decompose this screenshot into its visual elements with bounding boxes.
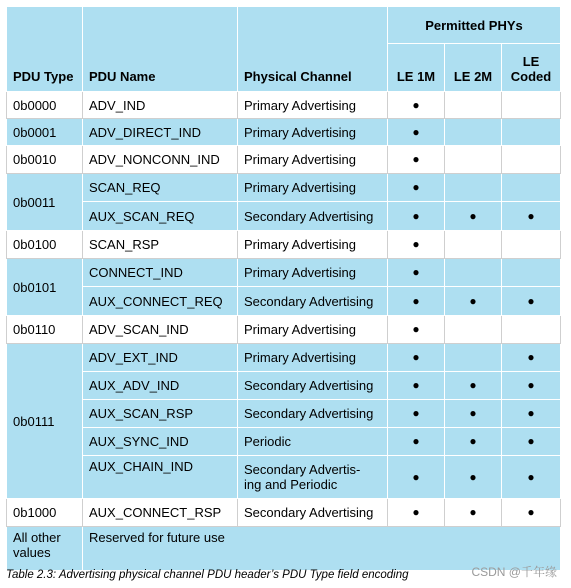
bullet-icon: ● <box>469 208 477 223</box>
pdu-name-cell: AUX_CONNECT_RSP <box>83 499 238 527</box>
le-1m-cell <box>388 428 445 456</box>
other-type-line2: values <box>13 545 51 560</box>
pdu-type-cell: 0b0001 <box>7 119 83 146</box>
le-coded-cell <box>502 456 561 499</box>
le-2m-cell <box>445 316 502 344</box>
le-2m-cell <box>445 428 502 456</box>
bullet-icon: ● <box>527 406 535 420</box>
physical-channel-cell: Secondary Advertising <box>238 202 388 231</box>
header-permitted-phys: Permitted PHYs <box>388 7 561 44</box>
bullet-icon: ● <box>469 378 477 392</box>
le-coded-cell <box>502 231 561 259</box>
bullet-icon: ● <box>527 505 535 519</box>
le-coded-cell <box>502 259 561 287</box>
table-row <box>7 231 561 259</box>
le-coded-cell <box>502 92 561 119</box>
pdu-type-cell: 0b0110 <box>7 316 83 344</box>
header-pdu-name: PDU Name <box>83 7 238 92</box>
le-2m-cell <box>445 287 502 316</box>
table-row <box>7 146 561 174</box>
pdu-name-cell: ADV_SCAN_IND <box>83 316 238 344</box>
table-row <box>7 174 561 202</box>
table-row <box>7 259 561 287</box>
watermark: CSDN @千年缘 <box>471 565 557 579</box>
le-coded-cell <box>502 287 561 316</box>
bullet-icon: ● <box>412 208 420 223</box>
bullet-icon: ● <box>469 434 477 448</box>
le-2m-cell <box>445 499 502 527</box>
reserved-cell: Reserved for future use <box>83 527 561 571</box>
physical-channel-cell: Primary Advertising <box>238 146 388 174</box>
le-2m-cell <box>445 92 502 119</box>
pdu-type-cell: 0b0100 <box>7 231 83 259</box>
pdu-type-cell: 0b0101 <box>7 259 83 316</box>
header-le-coded-line2: Coded <box>510 69 552 84</box>
le-coded-cell <box>502 174 561 202</box>
physical-channel-cell: Primary Advertising <box>238 92 388 119</box>
header-physical-channel: Physical Channel <box>238 7 388 92</box>
table-row <box>7 92 561 119</box>
table-row <box>7 400 561 428</box>
le-1m-cell <box>388 456 445 499</box>
other-type-line1: All other <box>13 530 61 545</box>
pdu-type-cell: 0b0111 <box>7 344 83 499</box>
le-coded-cell <box>502 316 561 344</box>
pdu-type-cell <box>7 527 83 571</box>
bullet-icon: ● <box>469 505 477 519</box>
table-row <box>7 344 561 372</box>
table-row <box>7 499 561 527</box>
physical-channel-cell: Secondary Advertising <box>238 372 388 400</box>
le-1m-cell <box>388 344 445 372</box>
le-coded-cell <box>502 119 561 146</box>
table-row <box>7 456 561 499</box>
le-1m-cell <box>388 499 445 527</box>
bullet-icon: ● <box>412 322 420 336</box>
le-2m-cell <box>445 174 502 202</box>
le-2m-cell <box>445 372 502 400</box>
le-2m-cell <box>445 400 502 428</box>
physical-channel-cell: Primary Advertising <box>238 174 388 202</box>
physical-channel-cell: Primary Advertising <box>238 259 388 287</box>
bullet-icon: ● <box>469 293 477 308</box>
le-2m-cell <box>445 344 502 372</box>
le-1m-cell <box>388 316 445 344</box>
le-1m-cell <box>388 174 445 202</box>
bullet-icon: ● <box>412 180 420 194</box>
le-coded-cell <box>502 344 561 372</box>
pdu-name-cell: AUX_CONNECT_REQ <box>83 287 238 316</box>
physical-channel-line2: ing and Periodic <box>244 477 338 492</box>
pdu-type-cell: 0b0000 <box>7 92 83 119</box>
table-row <box>7 372 561 400</box>
pdu-name-cell: SCAN_REQ <box>83 174 238 202</box>
header-le-coded-line1: LE <box>522 54 540 69</box>
bullet-icon: ● <box>412 350 420 364</box>
le-coded-cell <box>502 400 561 428</box>
bullet-icon: ● <box>469 406 477 420</box>
physical-channel-cell: Primary Advertising <box>238 344 388 372</box>
bullet-icon: ● <box>412 152 420 166</box>
bullet-icon: ● <box>412 265 420 279</box>
bullet-icon: ● <box>469 469 477 484</box>
table-row <box>7 287 561 316</box>
table-caption: Table 2.3: Advertising physical channel PDU header’s PDU Type field encoding <box>6 569 409 581</box>
physical-channel-cell: Periodic <box>238 428 388 456</box>
physical-channel-cell: Primary Advertising <box>238 316 388 344</box>
pdu-name-cell: AUX_ADV_IND <box>83 372 238 400</box>
bullet-icon: ● <box>527 293 535 308</box>
bullet-icon: ● <box>412 406 420 420</box>
bullet-icon: ● <box>412 378 420 392</box>
le-2m-cell <box>445 146 502 174</box>
bullet-icon: ● <box>412 469 420 484</box>
le-1m-cell <box>388 146 445 174</box>
pdu-type-cell: 0b1000 <box>7 499 83 527</box>
le-2m-cell <box>445 231 502 259</box>
le-1m-cell <box>388 400 445 428</box>
table-row <box>7 316 561 344</box>
pdu-name-cell: SCAN_RSP <box>83 231 238 259</box>
le-1m-cell <box>388 372 445 400</box>
le-coded-cell <box>502 428 561 456</box>
pdu-name-cell: CONNECT_IND <box>83 259 238 287</box>
le-coded-cell <box>502 499 561 527</box>
bullet-icon: ● <box>412 124 420 139</box>
le-1m-cell <box>388 92 445 119</box>
bullet-icon: ● <box>527 469 535 484</box>
le-1m-cell <box>388 287 445 316</box>
physical-channel-cell: Secondary Advertising <box>238 400 388 428</box>
physical-channel-cell: Secondary Advertising <box>238 499 388 527</box>
pdu-name-cell: AUX_SYNC_IND <box>83 428 238 456</box>
physical-channel-cell: Primary Advertising <box>238 231 388 259</box>
header-le-2m: LE 2M <box>445 44 502 92</box>
bullet-icon: ● <box>412 293 420 308</box>
table-row <box>7 119 561 146</box>
table-row <box>7 428 561 456</box>
pdu-type-table <box>6 6 561 571</box>
le-2m-cell <box>445 456 502 499</box>
le-2m-cell <box>445 119 502 146</box>
pdu-name-cell: ADV_NONCONN_IND <box>83 146 238 174</box>
le-coded-cell <box>502 146 561 174</box>
header-le-coded <box>502 44 561 92</box>
le-2m-cell <box>445 202 502 231</box>
pdu-type-cell: 0b0010 <box>7 146 83 174</box>
header-le-1m: LE 1M <box>388 44 445 92</box>
bullet-icon: ● <box>412 97 420 112</box>
bullet-icon: ● <box>527 434 535 448</box>
pdu-name-cell: ADV_DIRECT_IND <box>83 119 238 146</box>
pdu-name-cell: ADV_IND <box>83 92 238 119</box>
bullet-icon: ● <box>412 434 420 448</box>
le-2m-cell <box>445 259 502 287</box>
le-1m-cell <box>388 259 445 287</box>
pdu-name-cell: ADV_EXT_IND <box>83 344 238 372</box>
physical-channel-cell: Primary Advertising <box>238 119 388 146</box>
bullet-icon: ● <box>527 378 535 392</box>
pdu-name-cell: AUX_SCAN_RSP <box>83 400 238 428</box>
physical-channel-cell <box>238 456 388 499</box>
le-coded-cell <box>502 202 561 231</box>
bullet-icon: ● <box>527 208 535 223</box>
le-coded-cell <box>502 372 561 400</box>
physical-channel-cell: Secondary Advertising <box>238 287 388 316</box>
bullet-icon: ● <box>527 350 535 364</box>
bullet-icon: ● <box>412 505 420 519</box>
pdu-type-cell: 0b0011 <box>7 174 83 231</box>
header-pdu-type: PDU Type <box>7 7 83 92</box>
pdu-name-cell: AUX_SCAN_REQ <box>83 202 238 231</box>
le-1m-cell <box>388 231 445 259</box>
le-1m-cell <box>388 202 445 231</box>
physical-channel-line1: Secondary Advertis- <box>244 462 361 477</box>
pdu-name-cell: AUX_CHAIN_IND <box>83 456 238 499</box>
table-row <box>7 202 561 231</box>
le-1m-cell <box>388 119 445 146</box>
bullet-icon: ● <box>412 237 420 251</box>
